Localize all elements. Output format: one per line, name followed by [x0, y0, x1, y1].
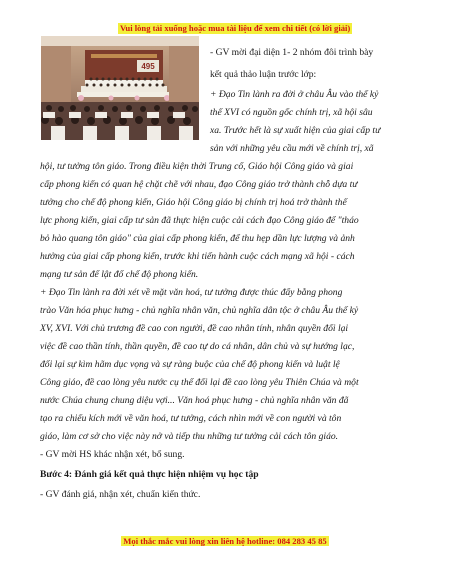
p2-line-2: trào Văn hóa phục hưng - chủ nghĩa nhân văn, chủ nghĩa dân tộc ở châu Âu thế kỷ	[40, 305, 359, 316]
p2-line-5: đối lại sự kìm hãm dục vọng và sự ràng buộc của chế độ phong kiến và luật lệ	[40, 359, 340, 370]
p1-line-8: lực phong kiến, giai cấp tư sản đã thực hiện cuộc cải cách đạo Công giáo để "tháo	[40, 215, 359, 226]
p2-line-7: nước Chúa chung chung diệu vợi... Văn hoá phục hưng - chủ nghĩa nhân văn đã	[40, 395, 349, 406]
intro-line-2: kết quả thảo luận trước lớp:	[210, 69, 317, 80]
photo-illustration	[41, 36, 199, 140]
footer-hotline	[0, 536, 450, 546]
p1-right-line-3: xa. Trước hết là sự xuất hiện của giai cấp tư	[210, 125, 381, 136]
p1-line-9: bỏ hào quang tôn giáo" của giai cấp phong kiến, để thu hẹp dần lực lượng và ảnh	[40, 233, 355, 244]
p1-right-line-1: + Đạo Tin lành ra đời ở châu Âu vào thế kỷ	[210, 89, 379, 100]
p2-line-3: XV, XVI. Với chủ trương đề cao con người, đề cao nhân tính, nhân quyền đối lại	[40, 323, 349, 334]
download-banner[interactable]: Vui lòng tải xuống hoặc mua tài liệu để xem chi tiết (có lời giải)	[120, 23, 351, 33]
step4-text: - GV đánh giá, nhận xét, chuẩn kiến thức.	[40, 489, 201, 500]
p1-right-line-4: sản với những yêu cầu mới về chính trị, xã	[210, 143, 374, 154]
intro-line-1: - GV mời đại diện 1- 2 nhóm đôi trình bày	[210, 47, 374, 58]
p1-line-6: cấp phong kiến có quan hệ chặt chẽ với nhau, đạo Công giáo trở thành chỗ dựa tư	[40, 179, 358, 190]
p2-line-8: tạo ra chiếu kích mới về văn hoá, tư tưởng, cách nhìn mới về con người và tôn	[40, 413, 342, 424]
gv-comment: - GV mời HS khác nhận xét, bổ sung.	[40, 449, 185, 460]
p1-line-11: mạng tư sản để lật đổ chế độ phong kiến.	[40, 269, 199, 280]
p1-right-line-2: thế XVI có nguồn gốc chính trị, xã hội sâu	[210, 107, 373, 118]
p1-line-7: tưởng cho chế độ phong kiến, Giáo hội Công giáo bị chính trị hoá trở thành thế	[40, 197, 347, 208]
p1-line-10: hưởng của giai cấp phong kiến, trước khi tiến hành cuộc cách mạng xã hội - cách	[40, 251, 355, 262]
p1-line-5: hội, tư tưởng tôn giáo. Trong điều kiện thời Trung cổ, Giáo hội Công giáo và giai	[40, 161, 354, 172]
church-congregation-photo	[41, 36, 199, 140]
p2-line-9: giáo, làm cơ sở cho việc này nở và tiếp thu những tư tưởng cải cách tôn giáo.	[40, 431, 339, 442]
p2-line-6: Công giáo, đề cao lòng yêu nước cụ thể đối lại đề cao lòng yêu Thiên Chúa và một	[40, 377, 359, 388]
p2-line-4: việc đề cao thần tính, thần quyền, đề cao tự do cá nhân, dân chủ và sự hướng lạc,	[40, 341, 355, 352]
p2-line-1: + Đạo Tin lành ra đời xét về mặt văn hoá, tư tưởng được thúc đẩy bằng phong	[40, 287, 343, 298]
step4-heading: Bước 4: Đánh giá kết quả thực hiện nhiệm vụ học tập	[40, 469, 259, 480]
footer-hotline-text: Mọi thắc mắc vui lòng xin liên hệ hotline: 084 283 45 85	[123, 536, 327, 546]
photo-sign-text: 495	[141, 62, 155, 71]
